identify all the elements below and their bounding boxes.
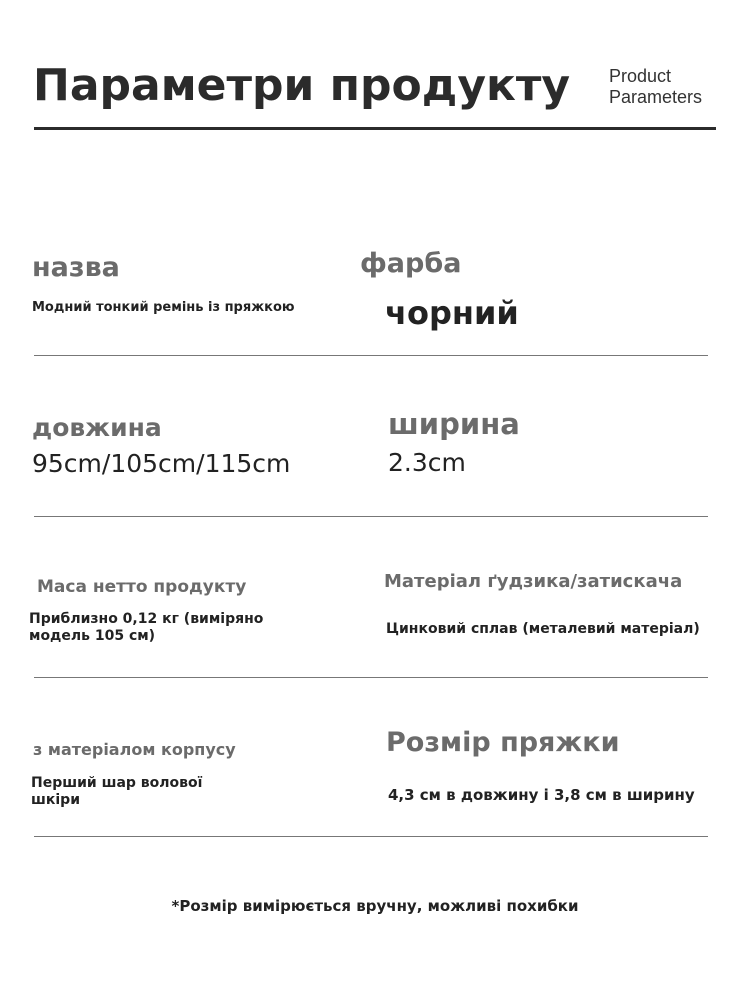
body-material-value-line-2: шкіри [31,792,80,808]
name-value: Модний тонкий ремінь із пряжкою [32,300,295,315]
net-weight-label: Маса нетто продукту [37,577,247,597]
row-divider-4 [34,836,708,837]
body-material-value [31,775,202,809]
page-subtitle [609,66,702,108]
measurement-note: *Розмір вимірюється вручну, можливі похибки [171,897,579,915]
width-value: 2.3cm [388,448,466,477]
subtitle-line-2: Parameters [609,87,703,107]
net-weight-value-line-2: модель 105 см) [29,628,156,644]
width-label: ширина [388,407,520,441]
body-material-label: з матеріалом корпусу [33,740,236,759]
row-divider-2 [34,516,708,517]
header-divider [34,127,716,130]
net-weight-value [29,611,263,645]
buckle-size-value: 4,3 см в довжину і 3,8 см в ширину [388,786,695,804]
body-material-value-line-1: Перший шар волової [31,775,203,791]
buckle-size-label: Розмір пряжки [386,727,620,758]
color-label: фарба [360,248,462,279]
row-divider-1 [34,355,708,356]
subtitle-line-1: Product [609,66,672,86]
color-value: чорний [385,294,519,332]
page-title: Параметри продукту [33,60,571,111]
buckle-material-value: Цинковий сплав (металевий матеріал) [386,621,700,637]
length-label: довжина [32,413,162,442]
buckle-material-label: Матеріал ґудзика/затискача [384,571,683,592]
length-value: 95cm/105cm/115cm [32,449,291,478]
name-label: назва [32,252,120,283]
net-weight-value-line-1: Приблизно 0,12 кг (виміряно [29,611,264,627]
row-divider-3 [34,677,708,678]
